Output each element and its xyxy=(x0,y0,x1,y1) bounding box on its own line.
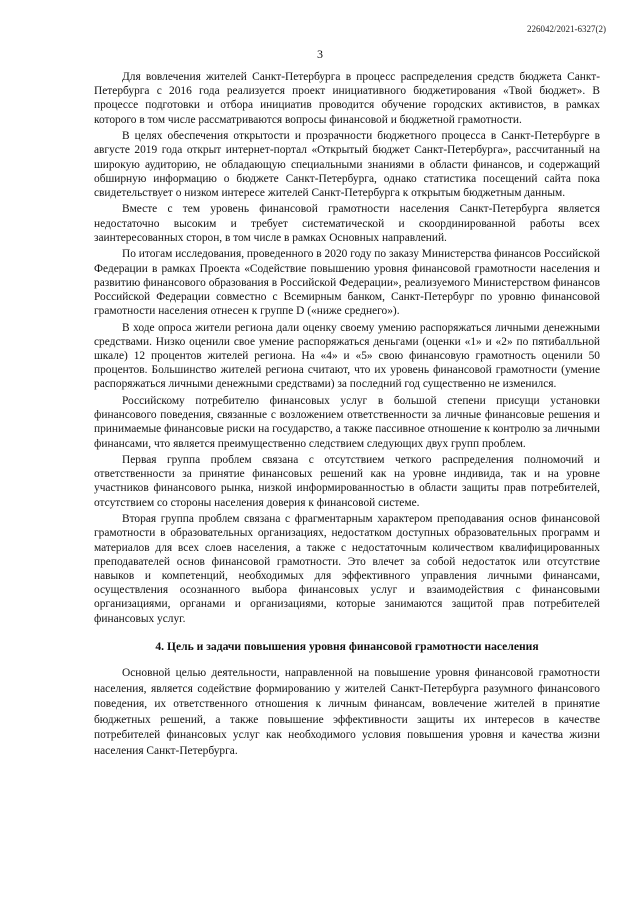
paragraph: По итогам исследования, проведенного в 2020 году по заказу Министерства финансов Российской Федерации в рамках Проекта «Содействие повышению уровня финансовой грамотности населения и развитию финансового образования в Российской Федерации», реализуемого Министерством финансов Российской Федерации совместно с Всемирным банком, Санкт-Петербург по уровню финансовой грамотности населения отнесен к группе D («ниже среднего»). xyxy=(94,248,600,318)
paragraph: Вторая группа проблем связана с фрагментарным характером преподавания основ финансовой грамотности в образовательных организациях, недостатком доступных образовательных программ и материалов для всех слоев населения, а также с недостаточным количеством квалифицированных преподавателей основ финансовой грамотности. Это влечет за собой недостаток или отсутствие навыков и компетенций, необходимых для эффективного управления личными финансами, осуществления осознанного выбора финансовых услуг и взаимодействия с финансовыми организациями, органами и организациями, которые занимаются защитой прав потребителей финансовых услуг. xyxy=(94,513,600,625)
document-body xyxy=(94,70,600,762)
paragraph: Первая группа проблем связана с отсутствием четкого распределения полномочий и ответственности за принятие финансовых решений как на уровне индивида, так и на уровне участников финансового рынка, низкой информированностью в области защиты прав потребителей, отсутствием со стороны населения доверия к финансовой системе. xyxy=(94,454,600,509)
paragraph: Вместе с тем уровень финансовой грамотности населения Санкт-Петербурга является недостаточно высоким и требует систематической и скоординированной работы всех заинтересованных сторон, в том числе в рамках Основных направлений. xyxy=(94,203,600,244)
page-number: 3 xyxy=(317,47,323,61)
section-heading: 4. Цель и задачи повышения уровня финансовой грамотности населения xyxy=(155,639,539,653)
paragraph: Для вовлечения жителей Санкт-Петербурга в процесс распределения средств бюджета Санкт-Петербурга с 2016 года реализуется проект инициативного бюджетирования «Твой бюджет». В процессе подготовки и отбора инициатив проводится обучение городских активистов, в рамках которого в том числе рассматриваются вопросы финансовой и бюджетной грамотности. xyxy=(94,71,600,126)
paragraph: Российскому потребителю финансовых услуг в большой степени присущи установки финансового поведения, связанные с возложением ответственности за личные финансовые решения и принимаемые финансовые риски на государство, а также пассивное отношение к контролю за личными финансами, что является преимущественно следствием следующих двух групп проблем. xyxy=(94,394,600,450)
paragraph: В ходе опроса жители региона дали оценку своему умению распоряжаться личными денежными средствами. Низко оценили свое умение распоряжаться деньгами (оценки «1» и «2» по пятибалльной шкале) 12 процентов жителей региона. На «4» и «5» свою финансовую грамотность оценили 50 процентов. Большинство жителей региона считают, что их уровень финансовой грамотности (умение распоряжаться личными денежными средствами) за последний год существенно не изменился. xyxy=(94,321,600,391)
paragraph: Основной целью деятельности, направленной на повышение уровня финансовой грамотности населения, является содействие формированию у жителей Санкт-Петербурга разумного финансового поведения, их ответственного отношения к личным финансам, вовлечение жителей в принятие бюджетных решений, а также повышение эффективности защиты их интересов в качестве потребителей финансовых услуг как необходимого условия повышения уровня и качества жизни населения Санкт-Петербурга. xyxy=(94,667,600,757)
document-id: 226042/2021-6327(2) xyxy=(527,24,606,34)
paragraph: В целях обеспечения открытости и прозрачности бюджетного процесса в Санкт-Петербурге в августе 2019 года открыт интернет-портал «Открытый бюджет Санкт-Петербурга», рассчитанный на широкую аудиторию, не обладающую специальными знаниями в области финансов, и содержащий обширную информацию о бюджете Санкт-Петербурга, однако статистика посещений сайта пока свидетельствует о низком интересе жителей Санкт-Петербурга к открытым бюджетным данным. xyxy=(94,130,600,199)
